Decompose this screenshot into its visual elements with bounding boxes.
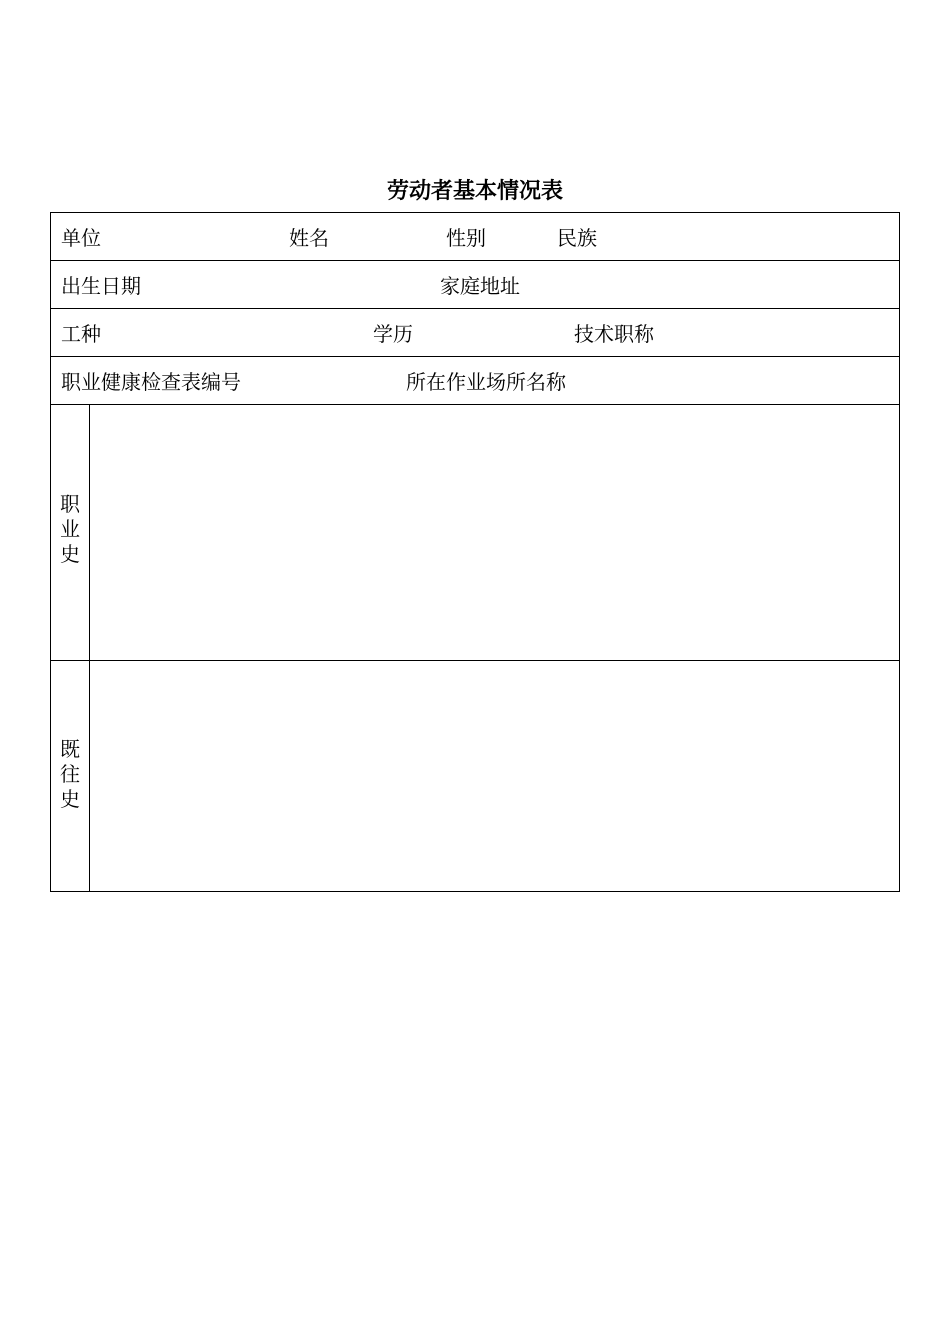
form-row-health-workplace	[51, 357, 899, 405]
education-label: 学历	[373, 322, 413, 346]
form-row-basic-info	[51, 213, 899, 261]
occupational-history-char: 业	[60, 517, 80, 541]
technical-title-label: 技术职称	[574, 322, 654, 346]
health-form-number-label: 职业健康检查表编号	[61, 370, 241, 394]
past-history-char: 史	[60, 787, 80, 811]
past-history-label	[51, 661, 90, 891]
workplace-name-label: 所在作业场所名称	[406, 370, 566, 394]
past-history-section	[51, 661, 899, 891]
home-address-label: 家庭地址	[440, 274, 520, 298]
occupational-history-char: 职	[60, 492, 80, 516]
ethnicity-label: 民族	[557, 226, 597, 250]
page-title: 劳动者基本情况表	[386, 178, 563, 204]
occupational-history-section	[51, 405, 899, 661]
birth-date-label: 出生日期	[61, 274, 141, 298]
name-label: 姓名	[289, 226, 329, 250]
form-row-birth-address	[51, 261, 899, 309]
past-history-char: 既	[60, 737, 80, 761]
occupational-history-label	[51, 405, 90, 660]
occupational-history-char: 史	[60, 542, 80, 566]
gender-label: 性别	[446, 226, 486, 250]
form-row-job-education	[51, 309, 899, 357]
unit-label: 单位	[61, 226, 101, 250]
occupational-history-field[interactable]	[90, 405, 899, 660]
past-history-char: 往	[60, 762, 80, 786]
job-type-label: 工种	[61, 322, 101, 346]
past-history-field[interactable]	[90, 661, 899, 891]
worker-info-form	[50, 212, 900, 892]
